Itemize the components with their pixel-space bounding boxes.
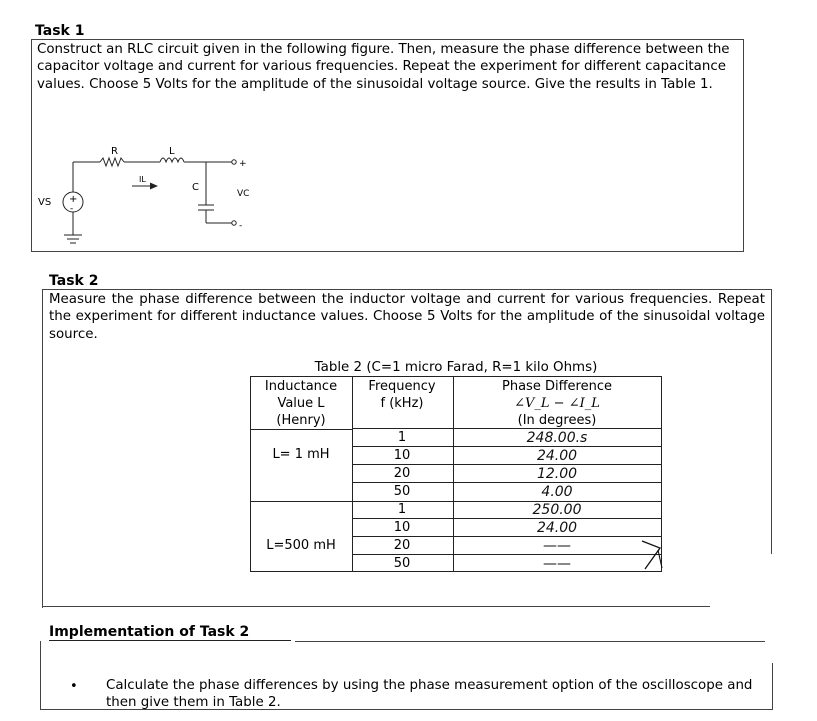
header-inductance: [251, 378, 351, 429]
freq-cell: 50: [393, 484, 411, 499]
header-frequency-line2: f (kHz): [380, 396, 424, 411]
header-phase-line2: ∠V_L − ∠I_L: [514, 396, 600, 411]
current-arrow-icon: [150, 183, 158, 190]
freq-cell: 20: [393, 466, 411, 481]
vc-minus-label: -: [239, 221, 243, 231]
r-label: R: [111, 146, 118, 157]
inductor-symbol: [160, 158, 184, 162]
freq-cell: 1: [397, 430, 407, 445]
c-label: C: [192, 182, 199, 193]
phase-cell-handwritten: ——: [543, 538, 571, 554]
inductance-500mh: L=500 mH: [266, 538, 336, 553]
rlc-circuit-diagram: [32, 140, 262, 252]
task2-box-bottom-line: [42, 606, 710, 607]
phase-group-2: [453, 501, 661, 573]
handwritten-pen-mark: [638, 538, 666, 572]
inductance-1mh: L= 1 mH: [272, 447, 330, 462]
phase-group-1: [453, 429, 661, 501]
header-phase-line1: Phase Difference: [502, 379, 612, 394]
phase-cell-handwritten: 250.00: [532, 502, 582, 518]
vc-plus-label: +: [239, 159, 247, 169]
vc-label: VC: [237, 189, 250, 199]
freq-cell: 50: [393, 556, 411, 571]
vs-plus-label: +: [69, 194, 78, 205]
table2-caption: Table 2 (C=1 micro Farad, R=1 kilo Ohms): [314, 360, 598, 375]
header-phase-difference: [453, 378, 661, 429]
implementation-title: Implementation of Task 2: [49, 624, 250, 640]
phase-cell-handwritten: ——: [543, 556, 571, 572]
il-label: IL: [139, 175, 146, 184]
vs-minus-label: -: [70, 204, 74, 214]
phase-cell-handwritten: 12.00: [536, 466, 578, 482]
freq-cell: 10: [393, 448, 411, 463]
task1-title: Task 1: [35, 23, 85, 39]
header-phase-line3: (In degrees): [517, 413, 597, 428]
header-inductance-line2: Value L: [277, 396, 325, 411]
phase-cell-handwritten: 248.00.s: [526, 430, 588, 446]
resistor-symbol: [100, 158, 124, 166]
freq-cell: 20: [393, 538, 411, 553]
phase-cell-handwritten: 24.00: [536, 520, 578, 536]
freq-group-1: [352, 429, 452, 501]
header-frequency-line1: Frequency: [368, 379, 436, 394]
implementation-bullet-text: Calculate the phase differences by using the phase measurement option of the oscilloscope and then give them in Table 2.: [106, 678, 753, 710]
freq-cell: 10: [393, 520, 411, 535]
phase-cell-handwritten: 24.00: [536, 448, 578, 464]
header-frequency: [352, 378, 452, 412]
vs-label: VS: [38, 197, 52, 208]
l-label: L: [169, 146, 175, 157]
bullet-dot: •: [70, 679, 78, 694]
freq-cell: 1: [397, 502, 407, 517]
header-inductance-line3: (Henry): [276, 413, 326, 428]
freq-group-2: [352, 501, 452, 573]
task2-title: Task 2: [49, 273, 99, 289]
header-inductance-line1: Inductance: [264, 379, 338, 394]
task2-text: Measure the phase difference between the inductor voltage and current for various frequencies. Repeat the experiment for different inductance values. Choose 5 Volts for the amplitude of the sinusoidal voltage source.: [49, 292, 765, 342]
task1-text: Construct an RLC circuit given in the following figure. Then, measure the phase difference between the capacitor voltage and current for various frequencies. Repeat the experiment for different capacitance values. Choose 5 Volts for the amplitude of the sinusoidal voltage source. Give the results in Table 1.: [37, 42, 730, 92]
phase-cell-handwritten: 4.00: [541, 484, 573, 500]
